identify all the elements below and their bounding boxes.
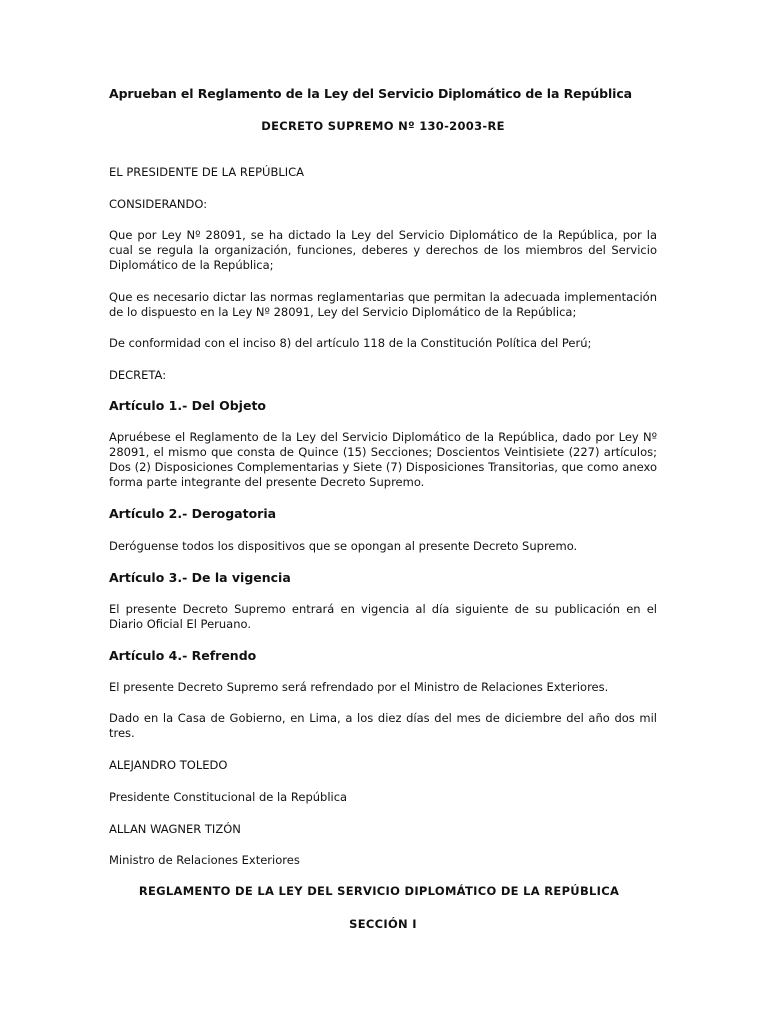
paragraph-conformidad: De conformidad con el inciso 8) del artículo 118 de la Constitución Política del Perú;	[109, 336, 592, 350]
decreta-label: DECRETA:	[109, 368, 167, 382]
decree-number: DECRETO SUPREMO Nº 130-2003-RE	[261, 119, 505, 133]
article-3-heading: Artículo 3.- De la vigencia	[109, 570, 291, 585]
annex-title: REGLAMENTO DE LA LEY DEL SERVICIO DIPLOMÁTICO DE LA REPÚBLICA	[138, 884, 620, 898]
article-1-body: Apruébese el Reglamento de la Ley del Servicio Diplomático de la República, dado por Ley Nº 28091, el mismo que consta de Quince (15) Secciones; Doscientos Veintisiete (227) artículos; Dos (2) Disposiciones Complementarias y Siete (7) Disposiciones Transitorias, que como anexo forma parte integrante del presente Decreto Supremo.	[109, 430, 657, 489]
article-1-heading: Artículo 1.- Del Objeto	[109, 398, 267, 413]
signatory-2-name: ALLAN WAGNER TIZÓN	[109, 822, 241, 836]
signatory-1-name: ALEJANDRO TOLEDO	[109, 758, 228, 772]
paragraph-que-2: Que es necesario dictar las normas reglamentarias que permitan la adecuada implementación de lo dispuesto en la Ley Nº 28091, Ley del Servicio Diplomático de la República;	[109, 290, 657, 319]
article-4-heading: Artículo 4.- Refrendo	[109, 648, 257, 663]
signatory-1-role: Presidente Constitucional de la República	[109, 790, 348, 804]
president-line: EL PRESIDENTE DE LA REPÚBLICA	[109, 165, 305, 179]
article-3-body: El presente Decreto Supremo entrará en vigencia al día siguiente de su publicación en el Diario Oficial El Peruano.	[109, 602, 657, 631]
article-4-body: El presente Decreto Supremo será refrendado por el Ministro de Relaciones Exteriores.	[109, 680, 609, 694]
signatory-2-role: Ministro de Relaciones Exteriores	[109, 853, 300, 867]
article-2-heading: Artículo 2.- Derogatoria	[109, 506, 277, 521]
paragraph-que-1: Que por Ley Nº 28091, se ha dictado la Ley del Servicio Diplomático de la República, por la cual se regula la organización, funciones, deberes y derechos de los miembros del Servicio Diplomático de la República;	[109, 228, 657, 272]
considerando-label: CONSIDERANDO:	[109, 197, 208, 211]
document-title: Aprueban el Reglamento de la Ley del Servicio Diplomático de la República	[109, 86, 632, 101]
dado-en-paragraph: Dado en la Casa de Gobierno, en Lima, a los diez días del mes de diciembre del año dos mil tres.	[109, 711, 657, 740]
article-2-body: Deróguense todos los dispositivos que se opongan al presente Decreto Supremo.	[109, 539, 578, 553]
section-label: SECCIÓN I	[349, 917, 417, 931]
